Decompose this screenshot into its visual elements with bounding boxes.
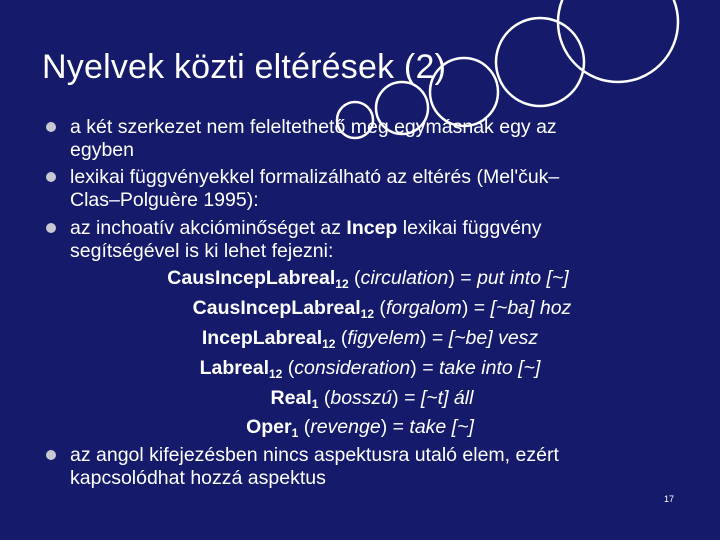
- function-subscript: 12: [335, 277, 349, 291]
- function-subscript: 1: [291, 426, 299, 440]
- bullet-dot: [46, 122, 56, 132]
- value: [~t] áll: [420, 387, 474, 409]
- bullet-text: [70, 166, 690, 212]
- text-run: az inchoatív akcióminőséget az: [70, 217, 347, 239]
- function-subscript: 1: [311, 397, 319, 411]
- bullet-line: lexikai függvényekkel formalizálható az eltérés (Mel'čuk–: [70, 166, 560, 188]
- bullet-line: az angol kifejezésben nincs aspektusra utaló elem, ezért: [70, 444, 559, 466]
- bullet-line: egyben: [70, 139, 134, 161]
- bullet-dot: [46, 223, 56, 233]
- incep-term: Incep: [346, 217, 398, 239]
- bullet-line: kapcsolódhat hozzá aspektus: [70, 467, 326, 489]
- example-line: [0, 296, 720, 320]
- value: take [~]: [409, 416, 474, 438]
- value: put into [~]: [477, 267, 569, 289]
- paren-open: (: [282, 357, 295, 379]
- bullet-text: [70, 217, 690, 263]
- equals: ) =: [392, 387, 421, 409]
- bullet-dot: [46, 172, 56, 182]
- keyword: bosszú: [330, 387, 393, 409]
- bullet-line: a két szerkezet nem feleltethető meg egymásnak egy az: [70, 116, 557, 138]
- paren-open: (: [348, 267, 361, 289]
- function-name: CausIncepLabreal: [192, 297, 361, 319]
- bullet-line: segítségével is ki lehet fejezni:: [70, 240, 334, 262]
- example-line: [0, 386, 720, 410]
- slide-title: Nyelvek közti eltérések (2): [42, 48, 447, 86]
- equals: ) =: [420, 327, 449, 349]
- value: [~ba] hoz: [490, 297, 572, 319]
- text-run: lexikai függvény: [397, 217, 542, 239]
- function-name: Real: [270, 387, 312, 409]
- keyword: figyelem: [347, 327, 421, 349]
- value: take into [~]: [439, 357, 541, 379]
- keyword: circulation: [360, 267, 449, 289]
- example-line: [0, 415, 720, 439]
- bullet-text: [70, 116, 690, 162]
- equals: ) =: [380, 416, 410, 438]
- function-subscript: 12: [269, 367, 283, 381]
- page-number: 17: [664, 494, 675, 504]
- paren-open: (: [374, 297, 386, 319]
- keyword: revenge: [310, 416, 381, 438]
- keyword: consideration: [294, 357, 411, 379]
- equals: ) =: [448, 267, 478, 289]
- equals: ) =: [461, 297, 491, 319]
- function-subscript: 12: [322, 337, 336, 351]
- bullet-dot: [46, 450, 56, 460]
- function-name: Labreal: [199, 357, 269, 379]
- value: [~be] vesz: [448, 327, 539, 349]
- paren-open: (: [335, 327, 348, 349]
- keyword: forgalom: [385, 297, 462, 319]
- bullet-text: [70, 444, 690, 490]
- function-name: Oper: [246, 416, 292, 438]
- bullet-line: [70, 217, 690, 240]
- function-name: IncepLabreal: [201, 327, 323, 349]
- function-subscript: 12: [360, 307, 375, 321]
- example-line: [0, 356, 720, 380]
- example-line: [0, 266, 720, 290]
- bullet-line: Clas–Polguère 1995):: [70, 189, 259, 211]
- paren-open: (: [318, 387, 331, 409]
- function-name: CausIncepLabreal: [167, 267, 336, 289]
- paren-open: (: [298, 416, 311, 438]
- equals: ) =: [410, 357, 439, 379]
- example-line: [0, 326, 720, 350]
